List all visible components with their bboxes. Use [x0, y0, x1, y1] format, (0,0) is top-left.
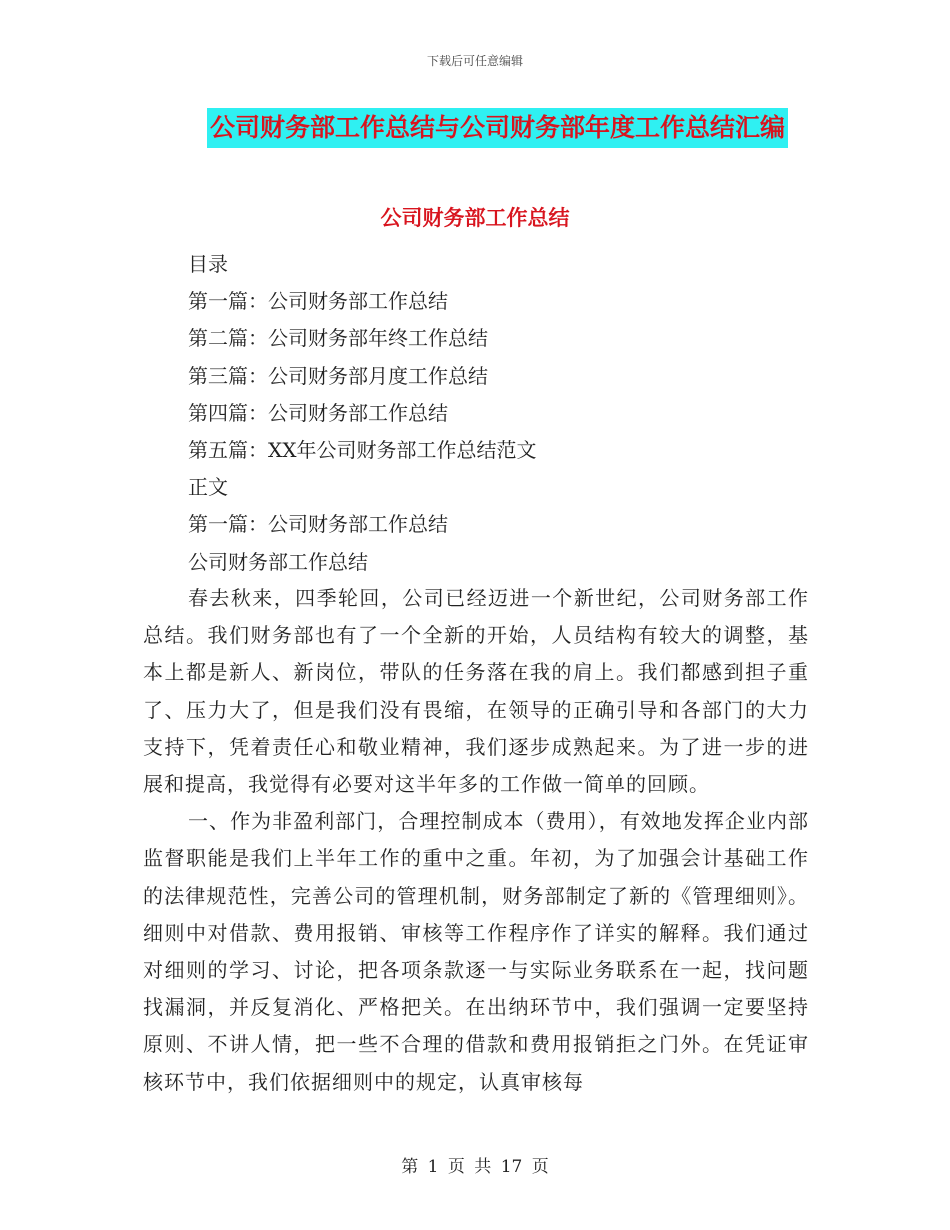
- paragraph: 春去秋来，四季轮回，公司已经迈进一个新世纪，公司财务部工作总结。我们财务部也有了一个全新的开始，人员结构有较大的调整，基本上都是新人、新岗位，带队的任务落在我的肩上。我们都感到担子重了、压力大了，但是我们没有畏缩，在领导的正确引导和各部门的大力支持下，凭着责任心和敬业精神，我们逐步成熟起来。为了进一步的进展和提高，我觉得有必要对这半年多的工作做一简单的回顾。: [143, 586, 809, 797]
- toc-item: 第三篇：公司财务部月度工作总结: [188, 363, 488, 388]
- body-heading: 正文: [188, 475, 228, 500]
- section-title: 公司财务部工作总结: [380, 206, 570, 230]
- main-title: 公司财务部工作总结与公司财务部年度工作总结汇编: [207, 108, 788, 148]
- toc-item: 第二篇：公司财务部年终工作总结: [188, 326, 488, 351]
- chapter-heading: 第一篇：公司财务部工作总结: [188, 512, 448, 537]
- page-number: 第 1 页 共 17 页: [401, 1157, 549, 1177]
- paragraph: 一、作为非盈利部门，合理控制成本（费用），有效地发挥企业内部监督职能是我们上半年工作的重中之重。年初，为了加强会计基础工作的法律规范性，完善公司的管理机制，财务部制定了新的《管理细则》。细则中对借款、费用报销、审核等工作程序作了详实的解释。我们通过对细则的学习、讨论，把各项条款逐一与实际业务联系在一起，找问题找漏洞，并反复消化、严格把关。在出纳环节中，我们强调一定要坚持原则、不讲人情，把一些不合理的借款和费用报销拒之门外。在凭证审核环节中，我们依据细则中的规定，认真审核每: [143, 809, 809, 1094]
- toc-item: 第一篇：公司财务部工作总结: [188, 289, 448, 314]
- page-header-note: 下载后可任意编辑: [426, 54, 523, 68]
- toc-item: 第五篇：XX年公司财务部工作总结范文: [188, 438, 537, 463]
- body-text: [143, 580, 809, 1101]
- chapter-subheading: 公司财务部工作总结: [188, 549, 368, 574]
- toc-heading: 目录: [188, 252, 228, 276]
- main-title-container: [0, 108, 950, 148]
- toc-item: 第四篇：公司财务部工作总结: [188, 400, 448, 425]
- table-of-contents: [188, 246, 536, 581]
